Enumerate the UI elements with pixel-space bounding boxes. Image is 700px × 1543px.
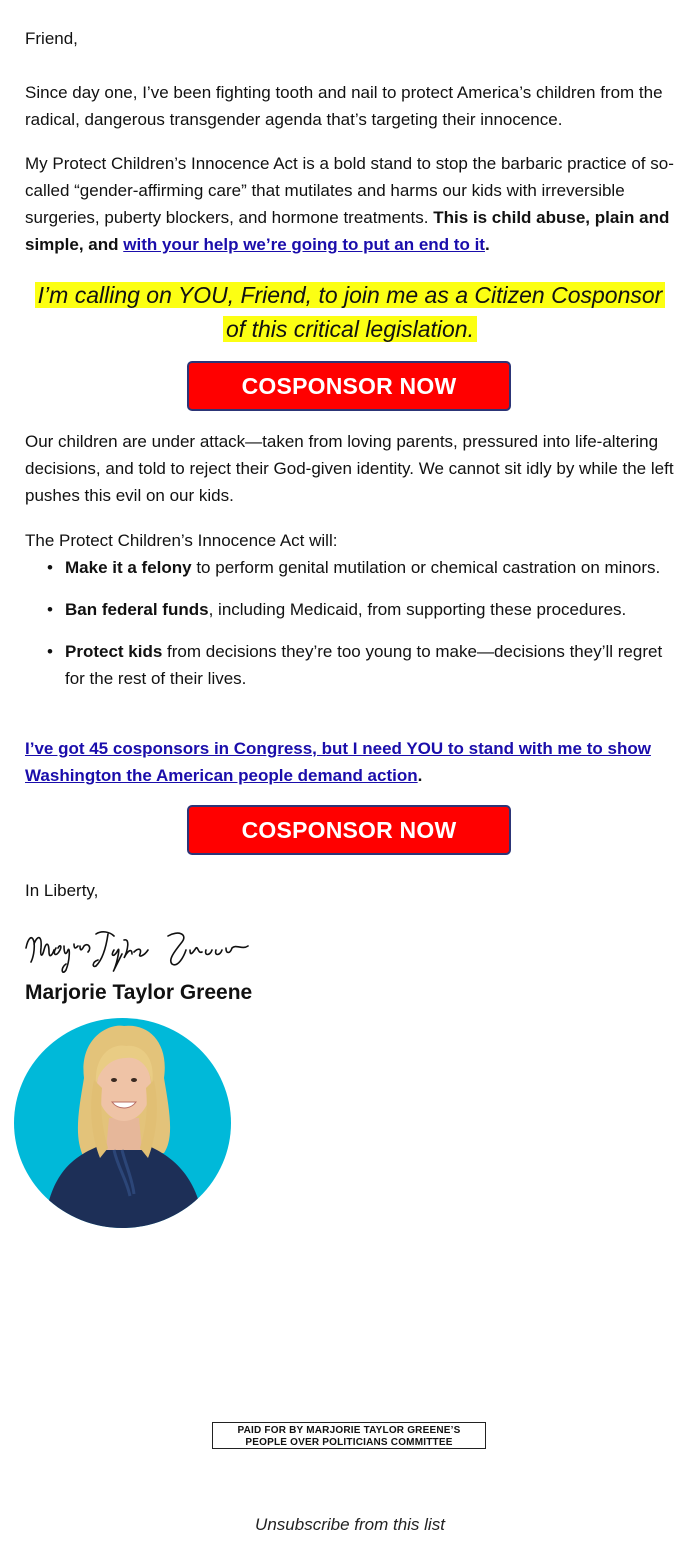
unsubscribe-link[interactable]: Unsubscribe from this list <box>255 1515 445 1534</box>
paragraph-act-will: The Protect Children’s Innocence Act will: <box>25 531 338 550</box>
callout-text: I’m calling on YOU, Friend, to join me as a Citizen Cosponsor of this critical legislation. <box>35 282 666 342</box>
cosponsor-now-button-top[interactable]: COSPONSOR NOW <box>187 361 511 411</box>
sender-name: Marjorie Taylor Greene <box>25 981 253 1004</box>
person-illustration <box>14 1018 231 1228</box>
paragraph-cosponsors <box>25 735 675 789</box>
signature-text: Marjorie Taylor Greene <box>22 920 33 921</box>
paragraph-act-bold: This is child abuse, plain and simple, and <box>25 208 670 254</box>
paragraph-intro: Since day one, I’ve been fighting tooth and nail to protect America’s children from the radical, dangerous transgender agenda that’s targeting their innocence. <box>25 83 663 129</box>
list-item <box>65 554 665 581</box>
list-item-text: , including Medicaid, from supporting these procedures. <box>208 600 627 619</box>
list-item <box>65 596 665 623</box>
greeting: Friend, <box>25 29 78 48</box>
stand-with-me-link[interactable]: I’ve got 45 cosponsors in Congress, but I need YOU to stand with me to show Washington the American people demand action <box>25 739 651 785</box>
paragraph-act-end: . <box>484 235 490 254</box>
cosponsor-now-button-bottom[interactable]: COSPONSOR NOW <box>187 805 511 855</box>
list-item-bold: Ban federal funds <box>65 600 209 619</box>
disclaimer-line-2: PEOPLE OVER POLITICIANS COMMITTEE <box>245 1437 453 1448</box>
profile-photo <box>14 1018 231 1228</box>
list-item <box>65 638 665 692</box>
paragraph-act-text: My Protect Children’s Innocence Act is a bold stand to stop the barbaric practice of so-called “gender-affirming care” that mutilates and harms our kids with irreversible surgeries, puberty blockers, and hormone treatments. <box>25 154 674 227</box>
paid-for-disclaimer <box>212 1422 486 1449</box>
signature-image <box>22 920 252 980</box>
list-item-bold: Protect kids <box>65 642 163 661</box>
closing-text: In Liberty, <box>25 881 99 900</box>
end-it-link[interactable]: with your help we’re going to put an end to it <box>123 235 485 254</box>
act-bullet-list <box>25 554 665 707</box>
paragraph-attack: Our children are under attack—taken from loving parents, pressured into life-altering decisions, and told to reject their God-given identity. We cannot sit idly by while the left pushes this evil on our kids. <box>25 432 674 505</box>
paragraph-act <box>25 150 675 258</box>
paragraph-cosponsors-end: . <box>417 766 423 785</box>
list-item-bold: Make it a felony <box>65 558 192 577</box>
list-item-text: from decisions they’re too young to make—decisions they’ll regret for the rest of their lives. <box>65 642 663 688</box>
list-item-text: to perform genital mutilation or chemical castration on minors. <box>191 558 661 577</box>
disclaimer-line-1: PAID FOR BY MARJORIE TAYLOR GREENE’S <box>237 1425 461 1436</box>
callout-highlight <box>25 278 675 346</box>
